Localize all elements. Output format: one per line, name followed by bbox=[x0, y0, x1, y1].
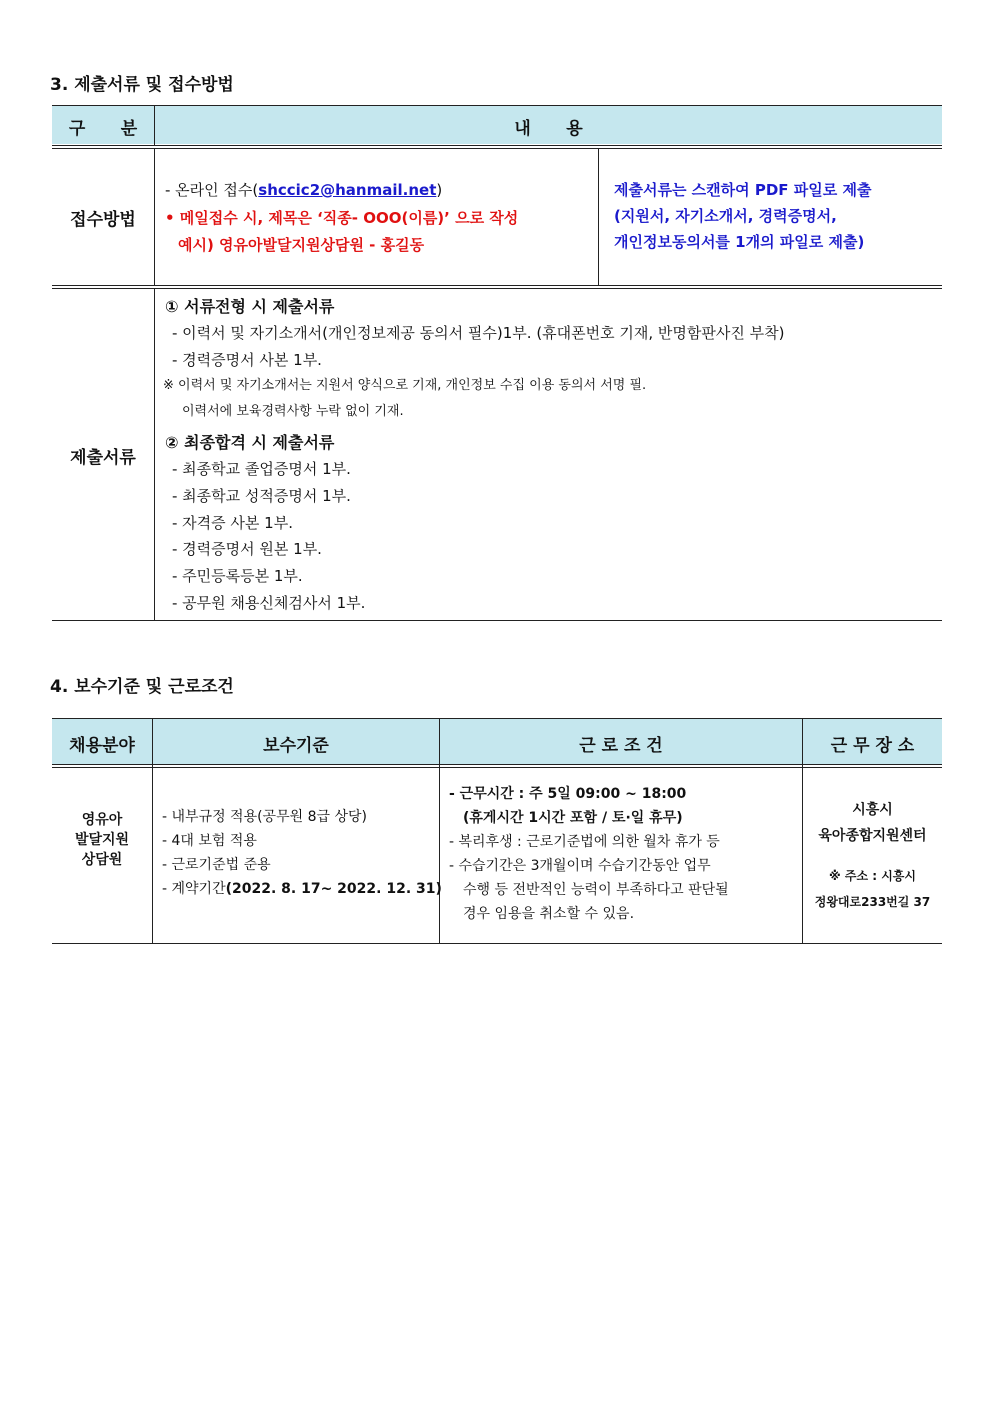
scan-note-2: (지원서, 자기소개서, 경력증명서, bbox=[614, 207, 837, 225]
address-line: 정왕대로233번길 37 bbox=[814, 895, 931, 909]
online-suffix: ) bbox=[436, 181, 443, 199]
scan-note-1: 제출서류는 스캔하여 PDF 파일로 제출 bbox=[614, 181, 872, 199]
table2-header-work: 근 로 조 건 bbox=[579, 736, 663, 756]
pay-item: - 근로기준법 준용 bbox=[162, 857, 271, 873]
job-field-line: 영유아 bbox=[81, 812, 123, 828]
group2-item: - 경력증명서 원본 1부. bbox=[172, 540, 322, 558]
work-probation: - 수습기간은 3개월이며 수습기간동안 업무 bbox=[449, 858, 711, 874]
pay-standards bbox=[162, 805, 442, 901]
work-probation: 경우 임용을 취소할 수 있음. bbox=[463, 906, 635, 922]
table2-header-field: 채용분야 bbox=[69, 736, 135, 756]
receipt-label: 접수방법 bbox=[70, 210, 136, 230]
job-field-line: 상담원 bbox=[81, 852, 123, 868]
place-address bbox=[803, 863, 942, 915]
pay-item: - 내부규정 적용(공무원 8급 상당) bbox=[162, 809, 367, 825]
place-line: 육아종합지원센터 bbox=[818, 828, 927, 844]
documents-note-2: 이력서에 보육경력사항 누락 없이 기재. bbox=[182, 404, 404, 419]
pay-contract-dates: (2022. 8. 17~ 2022. 12. 31) bbox=[225, 881, 442, 897]
group2-title: ② 최종합격 시 제출서류 bbox=[165, 433, 335, 452]
documents-note-1: ※ 이력서 및 자기소개서는 지원서 양식으로 기재, 개인정보 수집 이용 동의서 서명 필. bbox=[163, 378, 647, 393]
section4-heading: 4. 보수기준 및 근로조건 bbox=[50, 677, 234, 697]
job-field bbox=[52, 810, 152, 870]
email-link[interactable]: shccic2@hanmail.net bbox=[258, 181, 437, 199]
group2-item: - 공무원 채용신체검사서 1부. bbox=[172, 594, 366, 612]
work-probation: 수행 등 전반적인 능력이 부족하다고 판단될 bbox=[463, 882, 729, 898]
scan-note-3: 개인정보동의서를 1개의 파일로 제출) bbox=[614, 233, 865, 251]
table1-header-content: 내 용 bbox=[514, 119, 583, 139]
work-place bbox=[803, 797, 942, 849]
online-receipt bbox=[165, 177, 442, 203]
pay-contract-prefix: - 계약기간 bbox=[162, 881, 226, 897]
work-conditions bbox=[449, 782, 729, 926]
address-line: ※ 주소 : 시흥시 bbox=[829, 869, 916, 883]
table1-header-category: 구 분 bbox=[68, 119, 138, 139]
section3-heading: 3. 제출서류 및 접수방법 bbox=[50, 75, 234, 95]
pay-contract bbox=[162, 877, 442, 901]
group1-item: - 이력서 및 자기소개서(개인정보제공 동의서 필수)1부. (휴대폰번호 기재, 반명함판사진 부착) bbox=[172, 324, 785, 342]
online-prefix: - 온라인 접수( bbox=[165, 181, 259, 199]
group1-title: ① 서류전형 시 제출서류 bbox=[165, 297, 335, 316]
group2-item: - 자격증 사본 1부. bbox=[172, 514, 293, 532]
work-hours: - 근무시간 : 주 5일 09:00 ~ 18:00 bbox=[449, 786, 687, 802]
documents-label: 제출서류 bbox=[70, 448, 136, 468]
group2-item: - 최종학교 졸업증명서 1부. bbox=[172, 460, 351, 478]
work-hours-break: (휴게시간 1시간 포함 / 토·일 휴무) bbox=[463, 810, 683, 826]
group2-item: - 최종학교 성적증명서 1부. bbox=[172, 487, 351, 505]
place-line: 시흥시 bbox=[852, 802, 893, 818]
mail-example: 예시) 영유아발달지원상담원 - 홍길동 bbox=[178, 236, 425, 254]
table2-header-pay: 보수기준 bbox=[263, 736, 329, 756]
pay-item: - 4대 보험 적용 bbox=[162, 833, 257, 849]
job-field-line: 발달지원 bbox=[74, 832, 130, 848]
table2-header-place: 근 무 장 소 bbox=[830, 736, 915, 756]
group1-item: - 경력증명서 사본 1부. bbox=[172, 351, 322, 369]
work-welfare: - 복리후생 : 근로기준법에 의한 월차 휴가 등 bbox=[449, 834, 720, 850]
group2-item: - 주민등록등본 1부. bbox=[172, 567, 303, 585]
mail-note: • 메일접수 시, 제목은 ‘직종- OOO(이름)’ 으로 작성 bbox=[165, 209, 519, 227]
